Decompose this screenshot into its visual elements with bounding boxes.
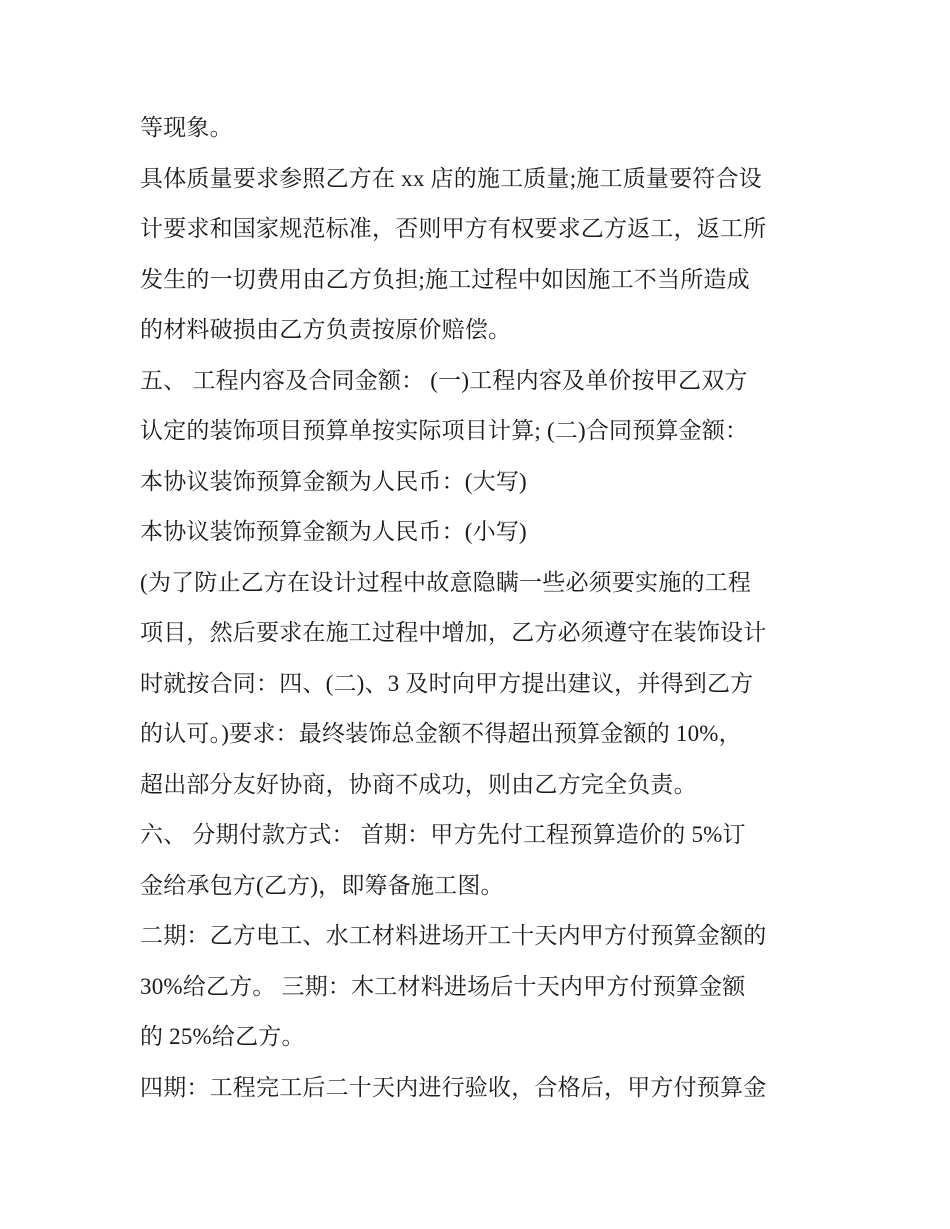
text-line: 等现象。 [140,115,233,140]
amount-lowercase-line: 本协议装饰预算金额为人民币：(小写) [140,519,527,544]
text-line: 时就按合同：四、(二)、3 及时向甲方提出建议，并得到乙方 [140,670,754,696]
text-line: 计要求和国家规范标准，否则甲方有权要求乙方返工，返工所 [140,216,767,241]
section-heading-six: 六、 分期付款方式： 首期：甲方先付工程预算造价的 5%订 [140,822,746,847]
payment-phase-two: 二期：乙方电工、水工材料进场开工十天内甲方付预算金额的 [140,923,767,948]
amount-uppercase-line: 本协议装饰预算金额为人民币：(大写) [140,468,527,494]
text-line: 30%给乙方。 三期：木工材料进场后十天内甲方付预算金额 [140,973,746,999]
text-line: 的认可。)要求：最终装饰总金额不得超出预算金额的 10%， [140,721,742,746]
text-line: 的材料破损由乙方负责按原价赔偿。 [140,317,512,342]
text-line: 发生的一切费用由乙方负担;施工过程中如因施工不当所造成 [140,266,750,292]
text-line: 项目，然后要求在施工过程中增加，乙方必须遵守在装饰设计 [140,620,767,645]
text-line: 金给承包方(乙方)，即筹备施工图。 [140,872,504,898]
text-line: 超出部分友好协商，协商不成功，则由乙方完全负责。 [140,771,697,797]
document-body [140,103,820,1113]
text-line: 具体质量要求参照乙方在 xx 店的施工质量;施工质量要符合设 [140,165,762,191]
section-heading-five: 五、 工程内容及合同金额： (一)工程内容及单价按甲乙双方 [140,367,748,393]
text-line: 的 25%给乙方。 [140,1024,305,1049]
text-line: (为了防止乙方在设计过程中故意隐瞒一些必须要实施的工程 [140,569,752,595]
text-line: 认定的装饰项目预算单按实际项目计算; (二)合同预算金额： [140,418,749,443]
payment-phase-four: 四期：工程完工后二十天内进行验收，合格后，甲方付预算金 [140,1074,767,1100]
